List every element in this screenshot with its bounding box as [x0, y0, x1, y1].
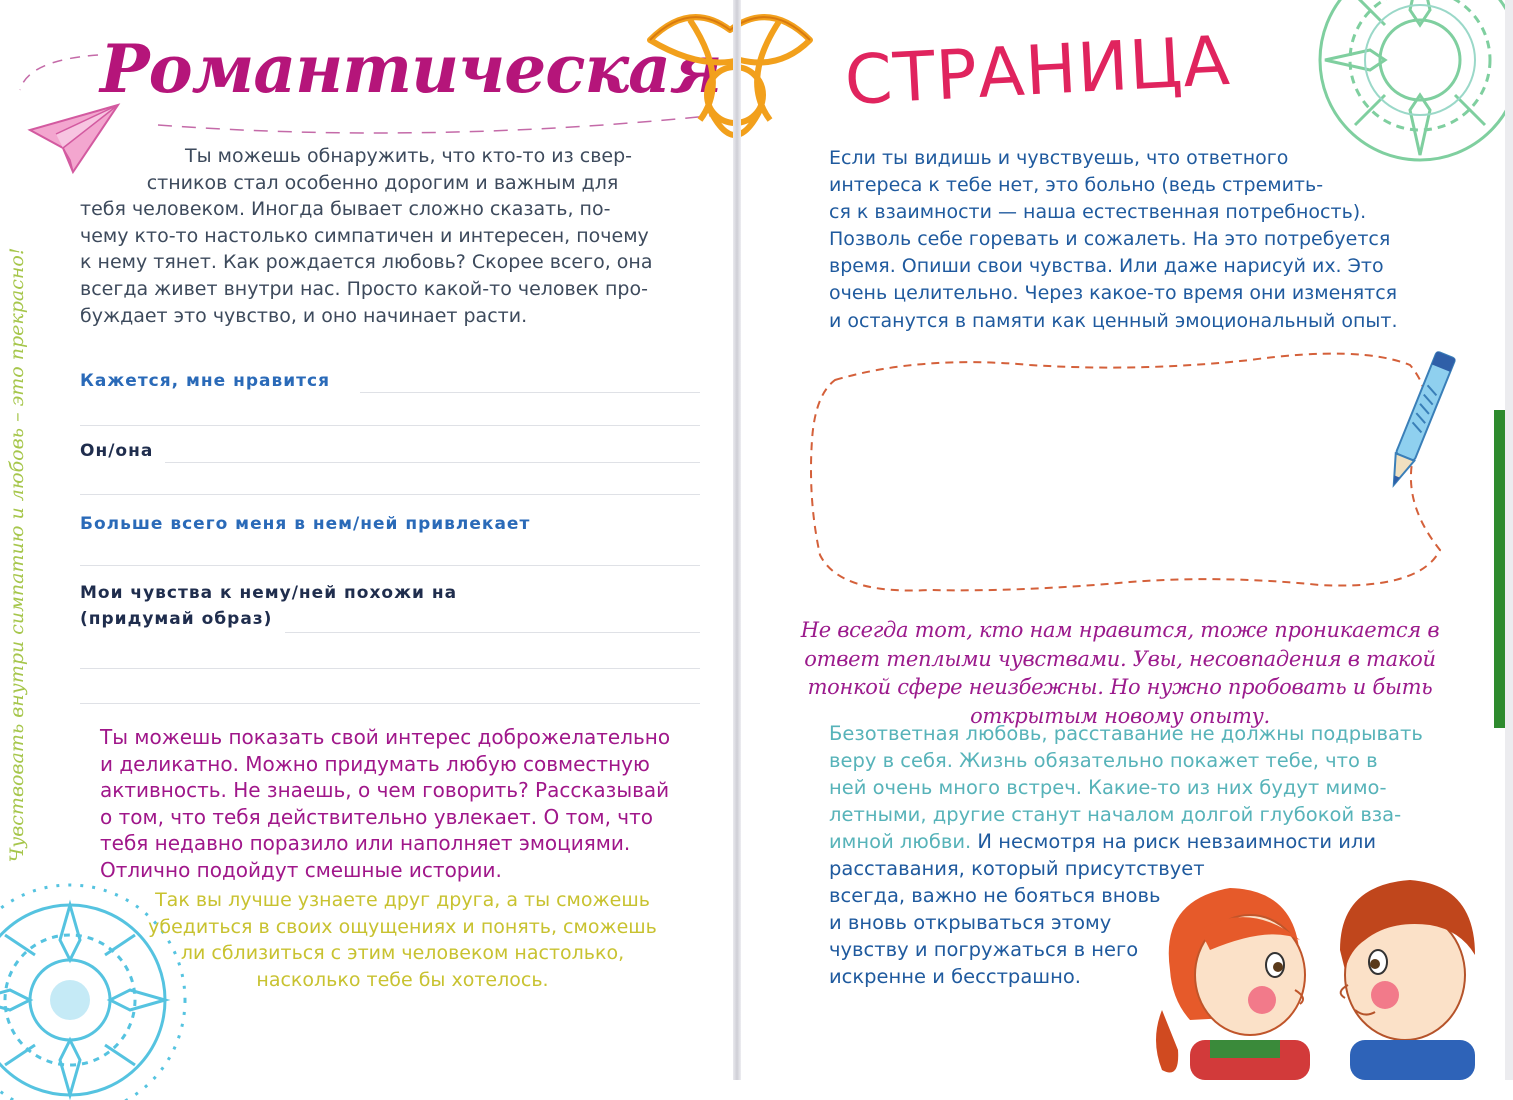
field-label-feelings-hint: (придумай образ) — [80, 609, 273, 629]
pencil-icon — [1380, 345, 1460, 495]
field-label-seems-i-like: Кажется, мне нравится — [80, 371, 331, 391]
advice-paragraph: Ты можешь показать свой интерес доброжелательно и деликатно. Можно придумать любую совместную активность. Не знаешь, о чем говорить? Рассказывай о том, что тебя действительно увлекает. О том, что тебя недавно поразило или наполняет эмоциями. Отлично подойдут смешные истории. — [100, 725, 671, 882]
text-line: время. Опиши свои чувства. Или даже нарисуй их. Это — [829, 255, 1384, 278]
text-line: чувству и погружаться в него — [829, 938, 1139, 961]
advice-continuation: Так вы лучше узнаете друг друга, а ты сможешь убедиться в своих ощущениях и понять, сможешь ли сблизиться с этим человеком настолько, насколько тебе бы хотелось. — [148, 889, 657, 991]
page-title-right: СТРАНИЦА — [842, 21, 1233, 121]
field-label-he-she: Он/она — [80, 441, 154, 461]
write-line[interactable] — [80, 565, 700, 566]
right-intro-paragraph — [829, 145, 1444, 335]
write-line[interactable] — [285, 632, 700, 633]
text-line: летными, другие станут началом долгой глубокой вза- — [829, 803, 1402, 826]
text-fragment: И несмотря на риск невзаимности или — [971, 830, 1377, 853]
intro-line: буждает это чувство, и оно начинает расти. — [80, 304, 528, 327]
boy-illustration — [1320, 870, 1490, 1080]
intro-line: тебя человеком. Иногда бывает сложно сказать, по- — [80, 198, 611, 221]
intro-line: стников стал особенно дорогим и важным для — [146, 171, 619, 194]
text-line: всегда, важно не бояться вновь — [829, 884, 1161, 907]
text-line: Безответная любовь, расставание не должны подрывать — [829, 722, 1423, 745]
write-line[interactable] — [360, 392, 700, 393]
text-line: веру в себя. Жизнь обязательно покажет тебе, что в — [829, 749, 1378, 772]
text-line: Если ты видишь и чувствуешь, что ответного — [829, 147, 1289, 169]
text-line: расставания, который присутствует — [829, 857, 1205, 880]
text-line: Позволь себе горевать и сожалеть. На это потребуется — [829, 228, 1391, 251]
text-line — [829, 828, 1449, 855]
field-label-attracts-most: Больше всего меня в нем/ней привлекает — [80, 514, 531, 534]
text-line: и останутся в памяти как ценный эмоциональный опыт. — [829, 309, 1398, 332]
text-fragment: имной любви. — [829, 830, 972, 853]
text-line: очень целительно. Через какое-то время они изменятся — [829, 282, 1398, 305]
page-edge — [1505, 0, 1513, 1080]
intro-line: Ты можешь обнаружить, что кто-то из свер- — [185, 145, 633, 167]
vertical-caption: Чувствовать внутри симпатию и любовь – это прекрасно! — [6, 247, 28, 863]
write-line[interactable] — [80, 425, 700, 426]
text-line: ся к взаимности — наша естественная потребность). — [829, 201, 1367, 224]
write-line[interactable] — [80, 494, 700, 495]
handwritten-quote: Не всегда тот, кто нам нравится, тоже проникается в ответ теплыми чувствами. Увы, несовпадения в такой тонкой сфере неизбежны. Но нужно пробовать и быть открытым новому опыту. — [800, 618, 1440, 728]
intro-line: к нему тянет. Как рождается любовь? Скорее всего, она — [80, 251, 653, 274]
intro-line: всегда живет внутри нас. Просто какой-то человек про- — [80, 277, 648, 300]
page-title-left: Романтическая — [100, 30, 722, 108]
girl-illustration — [1150, 880, 1320, 1080]
intro-paragraph — [80, 143, 685, 329]
write-line[interactable] — [165, 462, 700, 463]
drawing-area[interactable] — [800, 340, 1450, 610]
field-label-feelings: Мои чувства к нему/ней похожи на — [80, 583, 458, 603]
write-line[interactable] — [80, 668, 700, 669]
text-line: интереса к тебе нет, это больно (ведь стремить- — [829, 174, 1324, 197]
text-line: искренне и бесстрашно. — [829, 965, 1081, 988]
write-line[interactable] — [80, 703, 700, 704]
intro-line: чему кто-то настолько симпатичен и интересен, почему — [80, 224, 649, 247]
text-line: ней очень много встреч. Какие-то из них будут мимо- — [829, 776, 1387, 799]
text-line: и вновь открываться этому — [829, 911, 1112, 934]
